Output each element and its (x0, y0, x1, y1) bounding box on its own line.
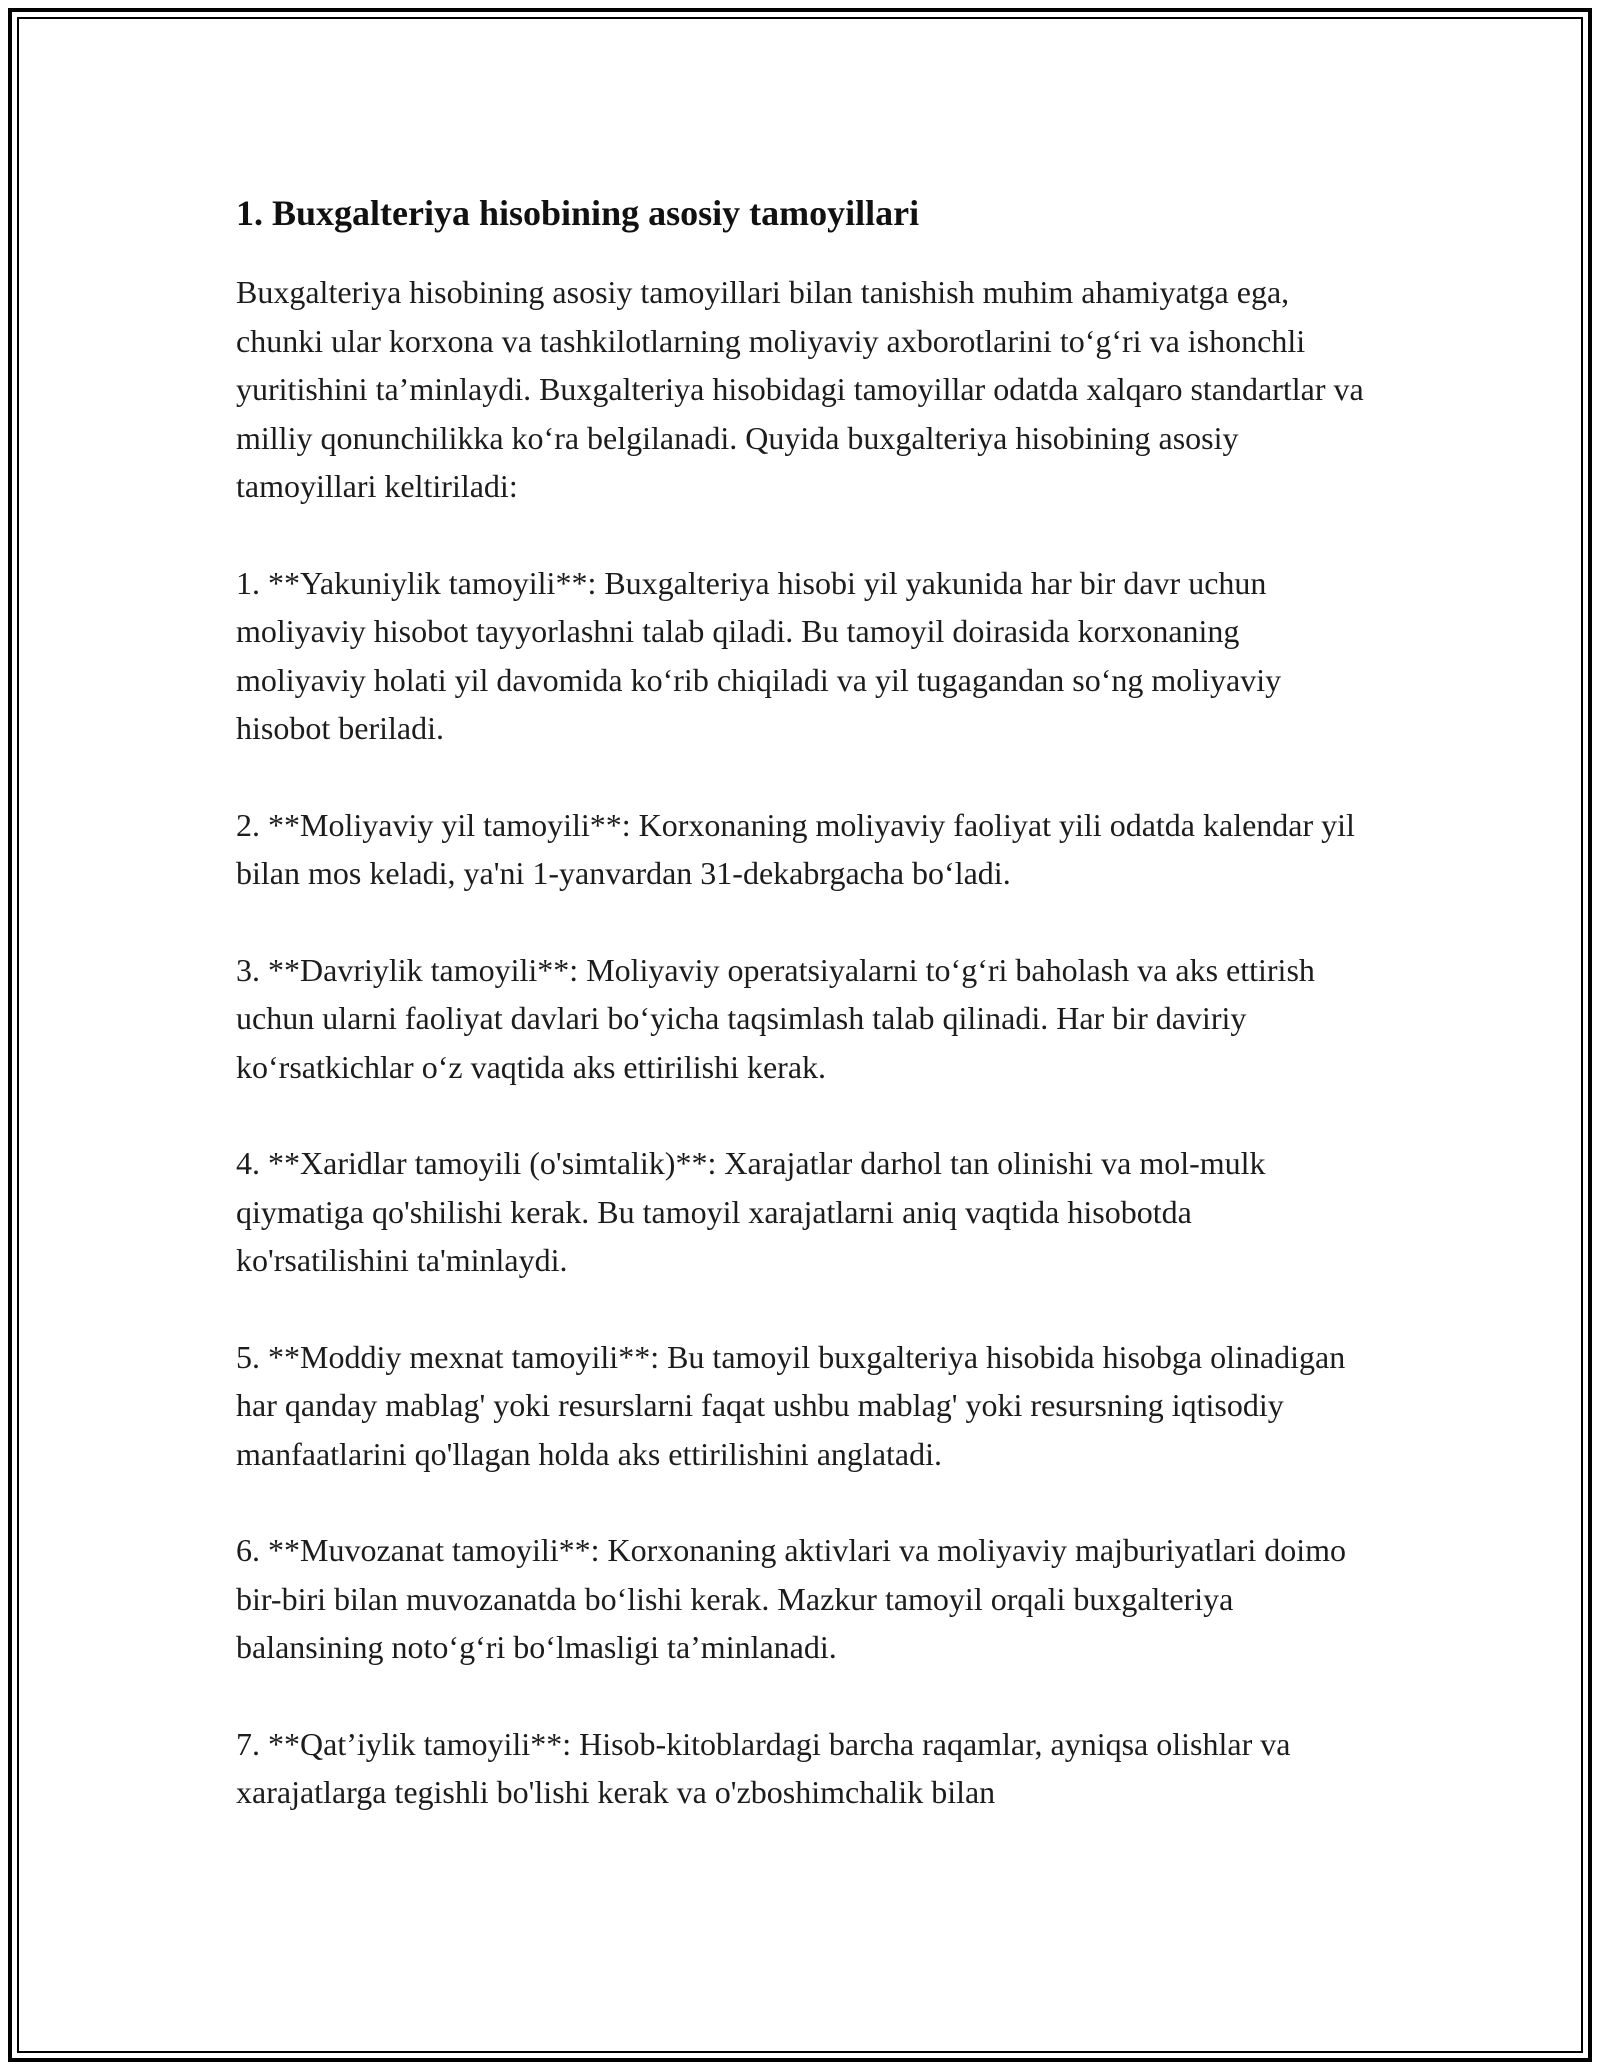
section-heading: 1. Buxgalteriya hisobining asosiy tamoyillari (236, 193, 920, 233)
principle-paragraph-5: 5. **Moddiy mexnat tamoyili**: Bu tamoyil buxgalteriya hisobida hisobga olinadigan har qanday mablag' yoki resurslarni faqat ushbu mablag' yoki resursning iqtisodiy manfaatlarini qo'llagan holda aks ettirilishini anglatadi. (236, 1338, 1346, 1472)
principle-paragraph-6: 6. **Muvozanat tamoyili**: Korxonaning aktivlari va moliyaviy majburiyatlari doimo bir-biri bilan muvozanatda bo‘lishi kerak. Mazkur tamoyil orqali buxgalteriya balansining noto‘g‘ri bo‘lmasligi ta’minlanadi. (236, 1532, 1346, 1665)
principle-paragraph-7: 7. **Qat’iylik tamoyili**: Hisob-kitoblardagi barcha raqamlar, ayniqsa olishlar va xarajatlarga tegishli bo'lishi kerak va o'zboshimchalik bilan (236, 1725, 1291, 1810)
principle-paragraph-1: 1. **Yakuniylik tamoyili**: Buxgalteriya hisobi yil yakunida har bir davr uchun moliyaviy hisobot tayyorlashni talab qiladi. Bu tamoyil doirasida korxonaning moliyaviy holati yil davomida ko‘rib chiqiladi va yil tugagandan so‘ng moliyaviy hisobot beriladi. (236, 564, 1282, 746)
principle-paragraph-4: 4. **Xaridlar tamoyili (o'simtalik)**: Xarajatlar darhol tan olinishi va mol-mulk qiymatiga qo'shilishi kerak. Bu tamoyil xarajatlarni aniq vaqtida hisobotda ko'rsatilishini ta'minlaydi. (236, 1145, 1266, 1278)
intro-paragraph: Buxgalteriya hisobining asosiy tamoyillari bilan tanishish muhim ahamiyatga ega, chunki ular korxona va tashkilotlarning moliyaviy axborotlarini to‘g‘ri va ishonchli yuritishini ta’minlaydi. Buxgalteriya hisobidagi tamoyillar odatda xalqaro standartlar va milliy qonunchilikka ko‘ra belgilanadi. Quyida buxgalteriya hisobining asosiy tamoyillari keltiriladi: (236, 274, 1364, 504)
document-body (236, 188, 1366, 1865)
principle-paragraph-3: 3. **Davriylik tamoyili**: Moliyaviy operatsiyalarni to‘g‘ri baholash va aks ettirish uchun ularni faoliyat davlari bo‘yicha taqsimlash talab qilinadi. Har bir daviriy ko‘rsatkichlar o‘z vaqtida aks ettirilishi kerak. (236, 951, 1315, 1085)
principle-paragraph-2: 2. **Moliyaviy yil tamoyili**: Korxonaning moliyaviy faoliyat yili odatda kalendar yil bilan mos keladi, ya'ni 1-yanvardan 31-dekabrgacha bo‘ladi. (236, 806, 1355, 891)
